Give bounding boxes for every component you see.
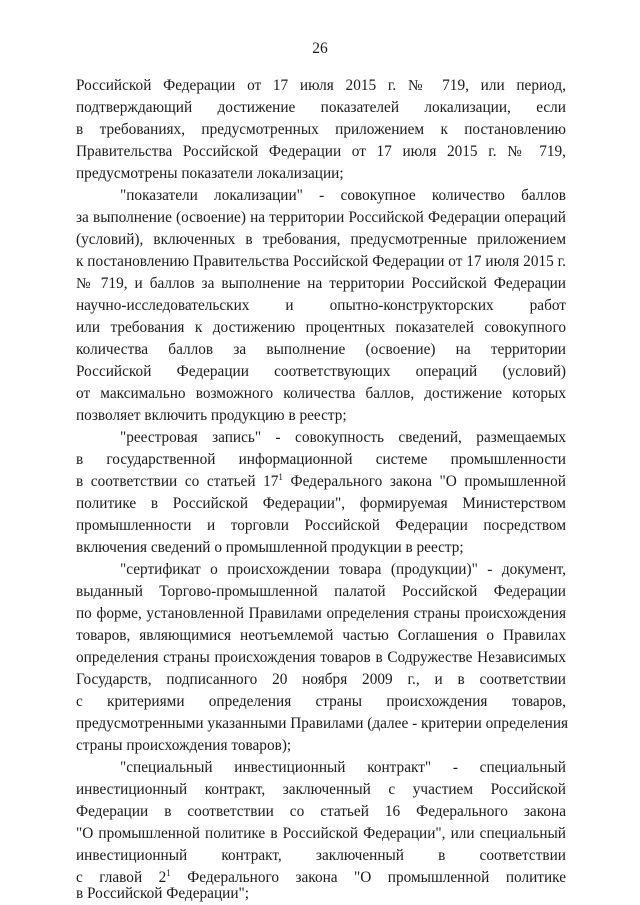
paragraph-first-line: "специальный инвестиционный контракт" - специальный [120,759,566,776]
text-fragment: Федерального закона "О промышленной [282,473,566,490]
text-line: позволяет включить продукцию в реестр; [76,407,347,424]
text-line: инвестиционный контракт, заключенный в соответствии [76,847,566,864]
text-line: (условий), включенных в требования, предусмотренные приложением [76,231,566,248]
paragraph-first-line: "реестровая запись" - совокупность сведений, размещаемых [120,429,566,446]
text-fragment: с главой 2 [76,869,167,886]
paragraph-first-line: "показатели локализации" - совокупное количество баллов [120,187,566,204]
text-line: в Российской Федерации"; [76,885,249,902]
text-line: к постановлению Правительства Российской Федерации от 17 июля 2015 г. [76,253,566,270]
superscript: 1 [278,471,283,482]
text-line: количества баллов за выполнение (освоение) на территории [76,341,566,358]
text-line: товаров, являющимися неотъемлемой частью Соглашения о Правилах [76,627,566,644]
text-line: Российской Федерации соответствующих операций (условий) [76,363,566,380]
text-line: научно-исследовательских и опытно-конструкторских работ [76,297,566,314]
text-line: или требования к достижению процентных показателей совокупного [76,319,566,336]
text-line: "О промышленной политике в Российской Федерации", или специальный [76,825,566,842]
text-line [76,471,566,493]
page-number: 26 [312,40,328,57]
text-fragment: в соответствии со статьей 17 [76,473,279,490]
text-line: включения сведений о промышленной продукции в реестр; [76,539,464,556]
text-line: страны происхождения товаров); [76,737,292,754]
text-line: инвестиционный контракт, заключенный с участием Российской [76,781,566,798]
text-line: предусмотрены показатели локализации; [76,165,344,182]
text-line: Государств, подписанного 20 ноября 2009 г., и в соответствии [76,671,566,688]
text-fragment: Федерального закона "О промышленной политике [170,869,566,886]
text-line: по форме, установленной Правилами определения страны происхождения [76,605,566,622]
text-line: подтверждающий достижение показателей локализации, если [76,99,566,116]
text-line: в государственной информационной системе промышленности [76,451,566,468]
text-line: Федерации в соответствии со статьей 16 Федерального закона [76,803,566,820]
text-line: предусмотренными указанными Правилами (далее - критерии определения [76,715,569,732]
text-line: № 719, и баллов за выполнение на территории Российской Федерации [76,275,566,292]
text-line: в требованиях, предусмотренных приложением к постановлению [76,121,566,138]
text-line: политике в Российской Федерации", формируемая Министерством [76,495,566,512]
superscript: 1 [166,867,171,878]
paragraph-first-line: "сертификат о происхождении товара (продукции)" - документ, [120,561,566,578]
text-line: с критериями определения страны происхождения товаров, [76,693,566,710]
text-line: выданный Торгово-промышленной палатой Российской Федерации [76,583,566,600]
text-line: Правительства Российской Федерации от 17 июля 2015 г. № 719, [76,143,566,160]
text-line: за выполнение (освоение) на территории Российской Федерации операций [76,209,566,226]
text-line: от максимально возможного количества баллов, достижение которых [76,385,566,402]
text-line: промышленности и торговли Российской Федерации посредством [76,517,566,534]
text-line: определения страны происхождения товаров в Содружестве Независимых [76,649,566,666]
text-line: Российской Федерации от 17 июля 2015 г. № 719, или период, [76,77,566,94]
